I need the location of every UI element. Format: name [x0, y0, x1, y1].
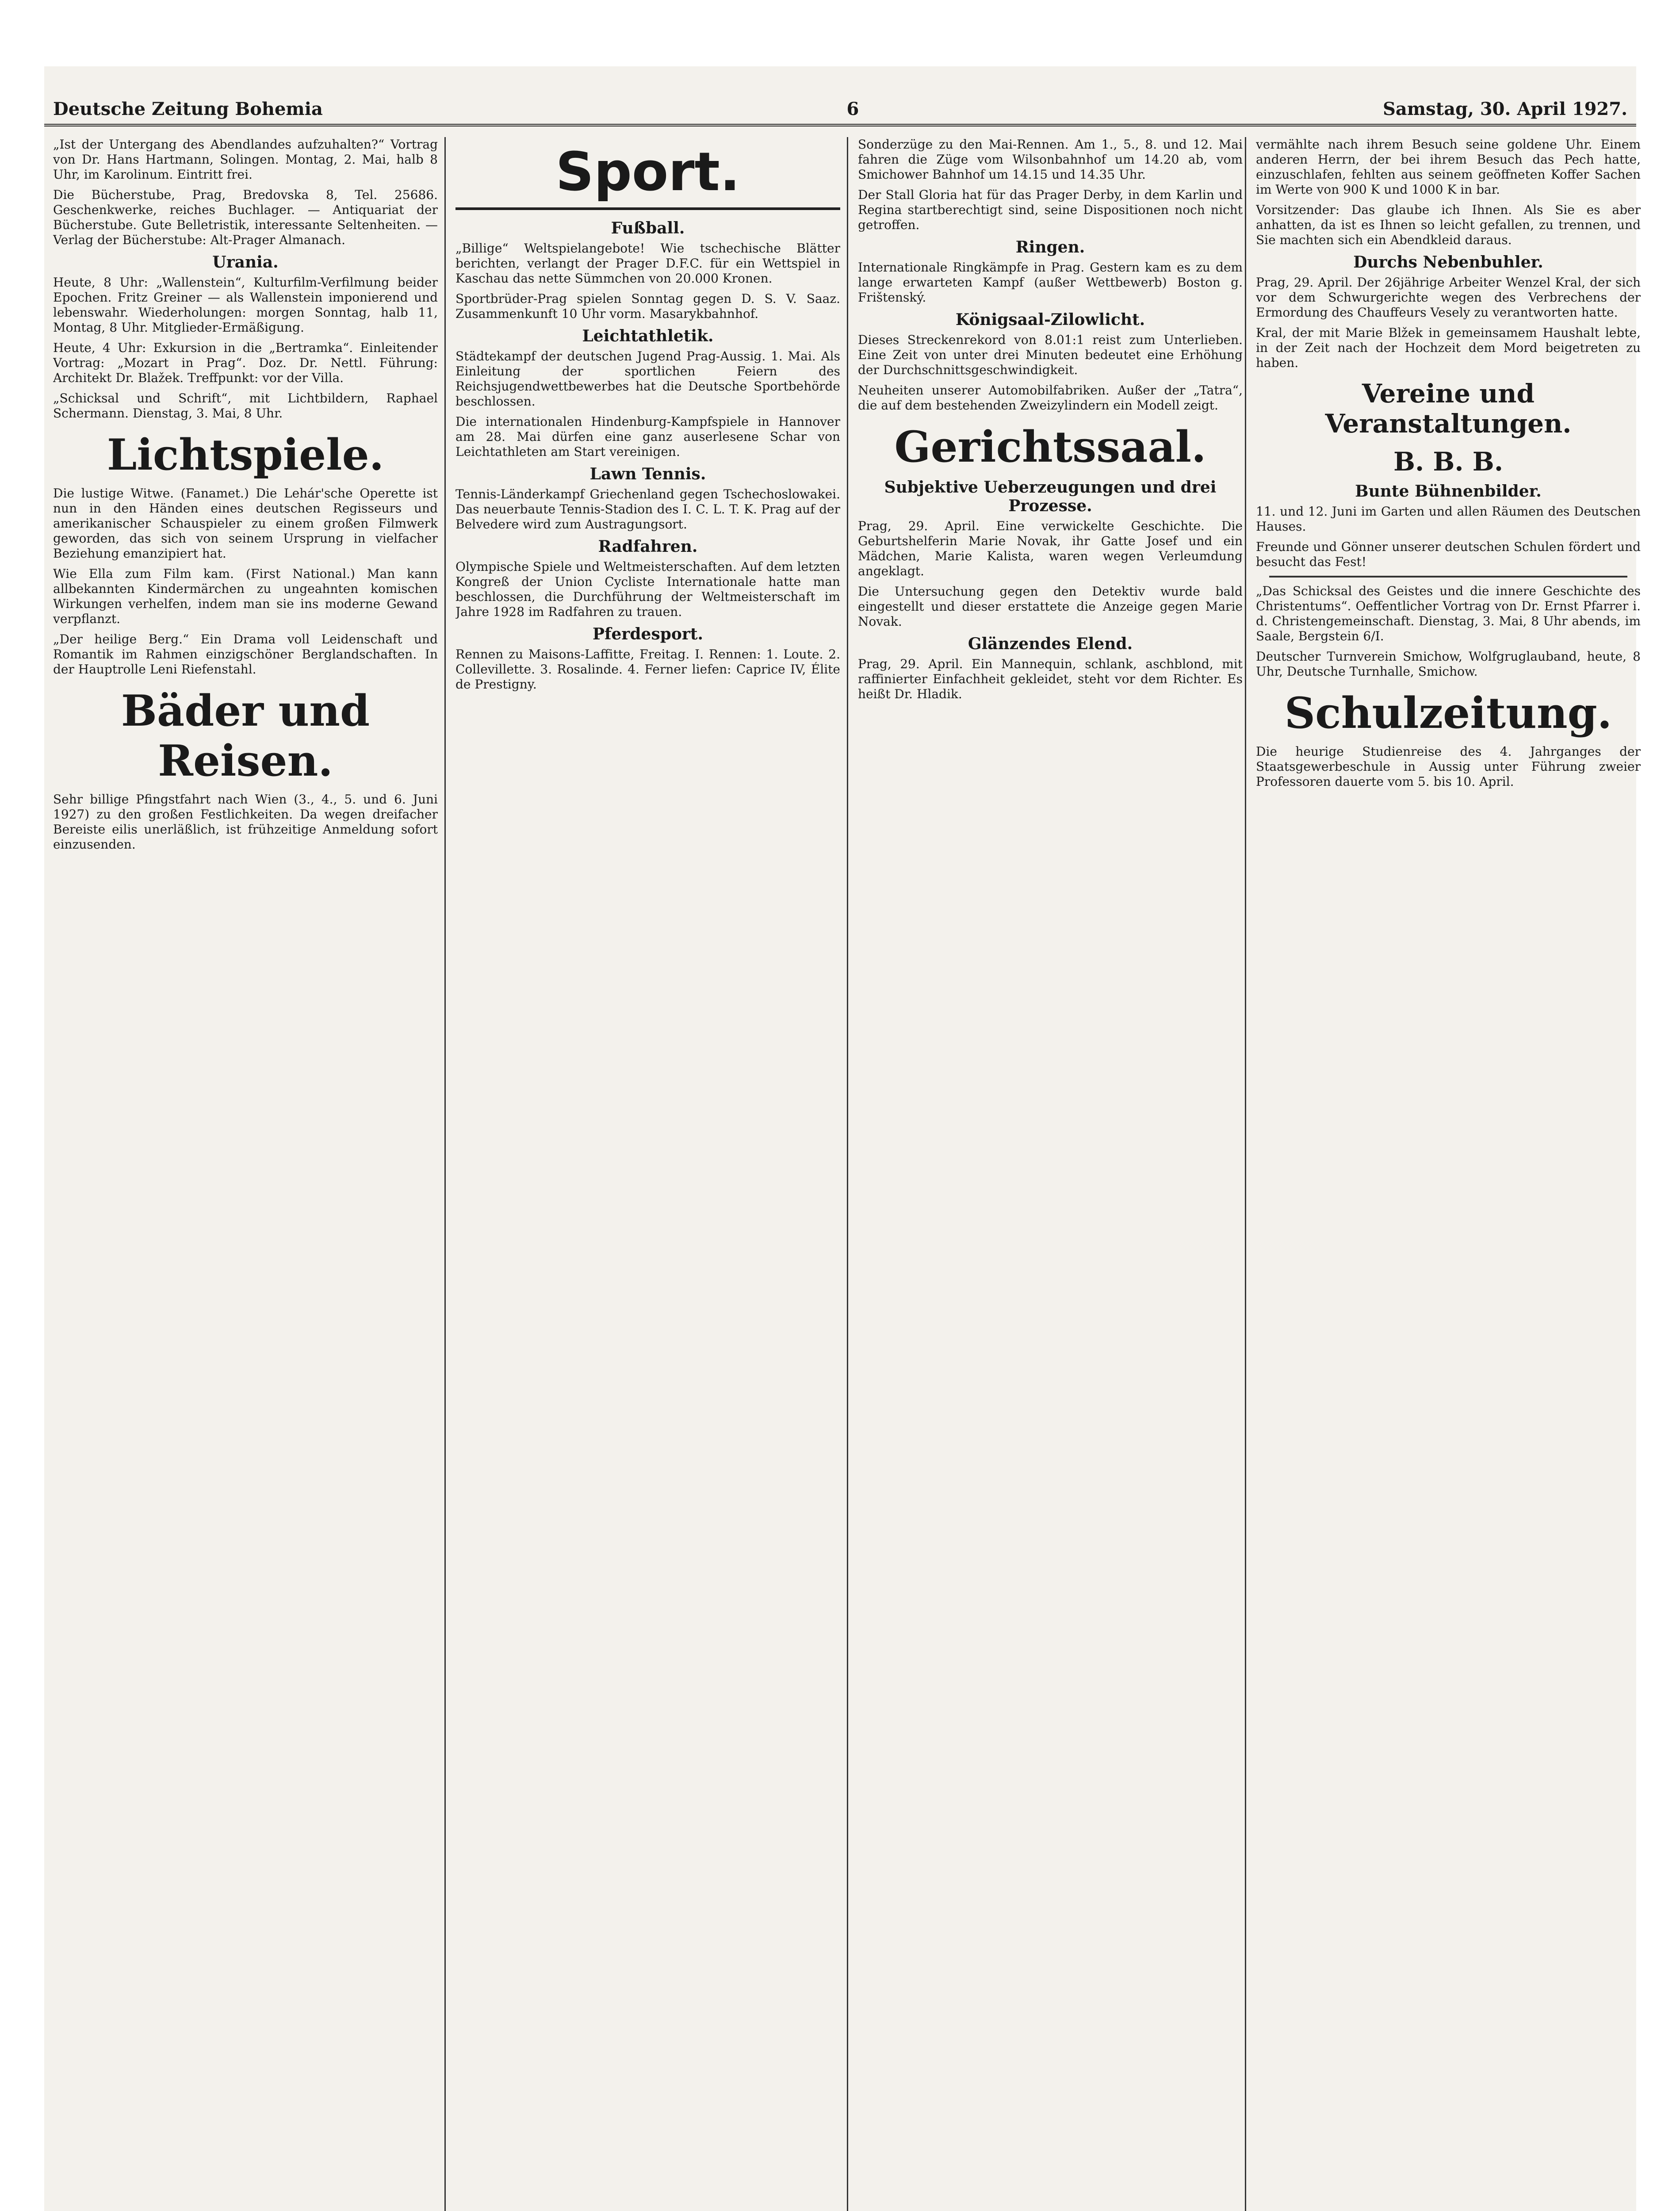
divider [1269, 576, 1627, 578]
section-title: Vereine und Veranstaltungen. [1325, 379, 1572, 439]
article-paragraph: vermählte nach ihrem Besuch seine goldene Uhr. Einem anderen Herrn, der bei ihrem Besuch das Pech hatte, einzuschlafen, fehlten aus seinem geöffneten Koffer Sachen im Werte von 900 K und 1000 K in bar. [1256, 137, 1641, 197]
article-paragraph: Prag, 29. April. Ein Mannequin, schlank, aschblond, mit raffinierter Einfachheit gekleidet, steht vor dem Richter. Es heißt Dr. Hladik. [858, 657, 1243, 701]
article-paragraph: Rennen zu Maisons-Laffitte, Freitag. I. Rennen: 1. Loute. 2. Collevillette. 3. Rosalinde. 4. Ferner liefen: Caprice IV, Élite de Prestigny. [455, 647, 840, 692]
article-paragraph: Tennis-Länderkampf Griechenland gegen Tschechoslowakei. Das neuerbaute Tennis-Stadion des I. C. L. T. K. Prag auf der Belvedere wird zum Austragungsort. [455, 487, 840, 532]
column-2 [455, 137, 840, 2211]
subsection-heading: Fußball. [611, 219, 685, 237]
subsection-heading: Ringen. [1015, 238, 1085, 256]
section-title: Schulzeitung. [1284, 688, 1612, 738]
column-rule [847, 137, 848, 2211]
article-paragraph: Heute, 4 Uhr: Exkursion in die „Bertramka“. Einleitender Vortrag: „Mozart in Prag“. Doz. Dr. Nettl. Führung: Architekt Dr. Blažek. Treffpunkt: vor der Villa. [53, 340, 438, 385]
article-paragraph: Die Bücherstube, Prag, Bredovska 8, Tel. 25686. Geschenkwerke, reiches Buchlager. — Antiquariat der Bücherstube. Gute Belletristik, interessante Seltenheiten. — Verlag der Bücherstube: Alt-Prager Almanach. [53, 187, 438, 247]
column-rule [1245, 137, 1246, 2211]
article-paragraph: Olympische Spiele und Weltmeisterschaften. Auf dem letzten Kongreß der Union Cycliste Internationale hatte man beschlossen, die Durchführung der Weltmeisterschaft im Jahre 1928 im Radfahren zu trauen. [455, 559, 840, 619]
article-paragraph: Der Stall Gloria hat für das Prager Derby, in dem Karlin und Regina startberechtigt sind, seine Dispositionen noch nicht getroffen. [858, 187, 1243, 232]
article-paragraph: Freunde und Gönner unserer deutschen Schulen fördert und besucht das Fest! [1256, 539, 1641, 569]
section-title: Gerichtssaal. [894, 422, 1206, 472]
article-paragraph: Heute, 8 Uhr: „Wallenstein“, Kulturfilm-Verfilmung beider Epochen. Fritz Greiner — als Wallenstein imponierend und lebenswahr. Wiederholungen: morgen Sonntag, halb 11, Montag, 8 Uhr. Mitglieder-Ermäßigung. [53, 275, 438, 335]
article-paragraph: Dieses Streckenrekord von 8.01:1 reist zum Unterlieben. Eine Zeit von unter drei Minuten bedeutet eine Erhöhung der Durchschnittsgeschwindigkeit. [858, 333, 1243, 377]
page-number: 6 [846, 99, 859, 119]
article-paragraph: Sportbrüder-Prag spielen Sonntag gegen D. S. V. Saaz. Zusammenkunft 10 Uhr vorm. Masarykbahnhof. [455, 291, 840, 321]
article-paragraph: Die heurige Studienreise des 4. Jahrganges der Staatsgewerbeschule in Aussig unter Führung zweier Professoren dauerte vom 5. bis 10. April. [1256, 744, 1641, 789]
subsection-heading: Radfahren. [598, 537, 698, 556]
article-paragraph: Städtekampf der deutschen Jugend Prag-Aussig. 1. Mai. Als Einleitung der sportlichen Feiern des Reichsjugendwettbewerbes hat die Deutsche Sportbehörde beschlossen. [455, 349, 840, 409]
article-paragraph: „Das Schicksal des Geistes und die innere Geschichte des Christentums“. Oeffentlicher Vortrag von Dr. Ernst Pfarrer i. d. Christengemeinschaft. Dienstag, 3. Mai, 8 Uhr abends, im Saale, Bergstein 6/I. [1256, 584, 1641, 643]
subsection-heading: Pferdesport. [592, 625, 704, 643]
article-paragraph: Die lustige Witwe. (Fanamet.) Die Lehár'sche Operette ist nun in den Händen eines deutschen Regisseurs und amerikanischer Schauspieler zu einem großen Filmwerk geworden, das sich von seinem Ursprung in vielfacher Beziehung emanzipiert hat. [53, 486, 438, 561]
column-3 [858, 137, 1243, 2211]
article-paragraph: Deutscher Turnverein Smichow, Wolfgruglauband, heute, 8 Uhr, Deutsche Turnhalle, Smichow. [1256, 649, 1641, 679]
article-paragraph: Neuheiten unserer Automobilfabriken. Außer der „Tatra“, die auf dem bestehenden Zweizylindern ein Modell zeigt. [858, 383, 1243, 413]
article-paragraph: Prag, 29. April. Der 26jährige Arbeiter Wenzel Kral, der sich vor dem Schwurgerichte wegen des Verbrechens der Ermordung des Chauffeurs Vesely zu verantworten hatte. [1256, 275, 1641, 320]
article-paragraph: Kral, der mit Marie Blžek in gemeinsamem Haushalt lebte, in der Zeit nach der Hochzeit dem Mord beigetreten zu haben. [1256, 325, 1641, 370]
article-paragraph: Wie Ella zum Film kam. (First National.) Man kann allbekannten Kindermärchen zu ungeahnten komischen Wirkungen verhelfen, indem man sie ins moderne Gewand verpflanzt. [53, 566, 438, 626]
article-paragraph: Die internationalen Hindenburg-Kampfspiele in Hannover am 28. Mai dürfen eine ganz auserlesene Schar von Leichtathleten am Start vereinigen. [455, 414, 840, 459]
article-paragraph: „Schicksal und Schrift“, mit Lichtbildern, Raphael Schermann. Dienstag, 3. Mai, 8 Uhr. [53, 391, 438, 421]
section-title: Sport. [455, 142, 840, 210]
article-paragraph: „Der heilige Berg.“ Ein Drama voll Leidenschaft und Romantik im Rahmen einzigschöner Berglandschaften. In der Hauptrolle Leni Riefenstahl. [53, 632, 438, 677]
subsection-heading: Bunte Bühnenbilder. [1355, 482, 1542, 501]
subsection-heading: Lawn Tennis. [589, 465, 706, 483]
column-4 [1256, 137, 1641, 2211]
article-paragraph: Internationale Ringkämpfe in Prag. Gestern kam es zu dem lange erwarteten Kampf (außer Wettbewerb) Boston g. Frištenský. [858, 260, 1243, 305]
section-title: Bäder und Reisen. [121, 686, 370, 786]
article-paragraph: Sonderzüge zu den Mai-Rennen. Am 1., 5., 8. und 12. Mai fahren die Züge vom Wilsonbahnhof um 14.20 ab, vom Smichower Bahnhof um 14.15 und 14.35 Uhr. [858, 137, 1243, 182]
masthead: Deutsche Zeitung Bohemia [53, 99, 323, 119]
subsection-heading: Königsaal-Zilowlicht. [955, 310, 1145, 329]
section-heading: Urania. [212, 253, 279, 272]
club-title: B. B. B. [1393, 447, 1504, 477]
article-paragraph: 11. und 12. Juni im Garten und allen Räumen des Deutschen Hauses. [1256, 504, 1641, 534]
section-title: Lichtspiele. [107, 430, 384, 480]
article-paragraph: Sehr billige Pfingstfahrt nach Wien (3., 4., 5. und 6. Juni 1927) zu den großen Festlichkeiten. Da wegen dreifacher Bereiste eilis unerläßlich, ist frühzeitige Anmeldung sofort einzusenden. [53, 792, 438, 852]
article-paragraph: Vorsitzender: Das glaube ich Ihnen. Als Sie es aber anhatten, da ist es Ihnen so leicht gefallen, zu trennen, und Sie machten sich ein Abendkleid daraus. [1256, 203, 1641, 247]
column-rule [444, 137, 446, 2211]
subsection-heading: Durchs Nebenbuhler. [1353, 253, 1543, 272]
article-paragraph: „Billige“ Weltspielangebote! Wie tschechische Blätter berichten, verlangt der Prager D.F.C. für ein Wettspiel in Kaschau das nette Sümmchen von 20.000 Kronen. [455, 241, 840, 286]
article-paragraph: „Ist der Untergang des Abendlandes aufzuhalten?“ Vortrag von Dr. Hans Hartmann, Solingen. Montag, 2. Mai, halb 8 Uhr, im Karolinum. Eintritt frei. [53, 137, 438, 182]
page-header [44, 93, 1636, 126]
column-1 [53, 137, 438, 2211]
subsection-heading: Leichtathletik. [582, 327, 714, 345]
issue-date: Samstag, 30. April 1927. [1382, 99, 1627, 119]
subsection-heading: Glänzendes Elend. [968, 635, 1133, 653]
article-paragraph: Prag, 29. April. Eine verwickelte Geschichte. Die Geburtshelferin Marie Novak, ihr Gatte Josef und ein Mädchen, Marie Kalista, waren wegen Verleumdung angeklagt. [858, 519, 1243, 578]
article-paragraph: Die Untersuchung gegen den Detektiv wurde bald eingestellt und dieser erstattete die Anzeige gegen Marie Novak. [858, 584, 1243, 629]
newspaper-page [44, 66, 1641, 2211]
subsection-heading: Subjektive Ueberzeugungen und drei Prozesse. [884, 478, 1217, 515]
